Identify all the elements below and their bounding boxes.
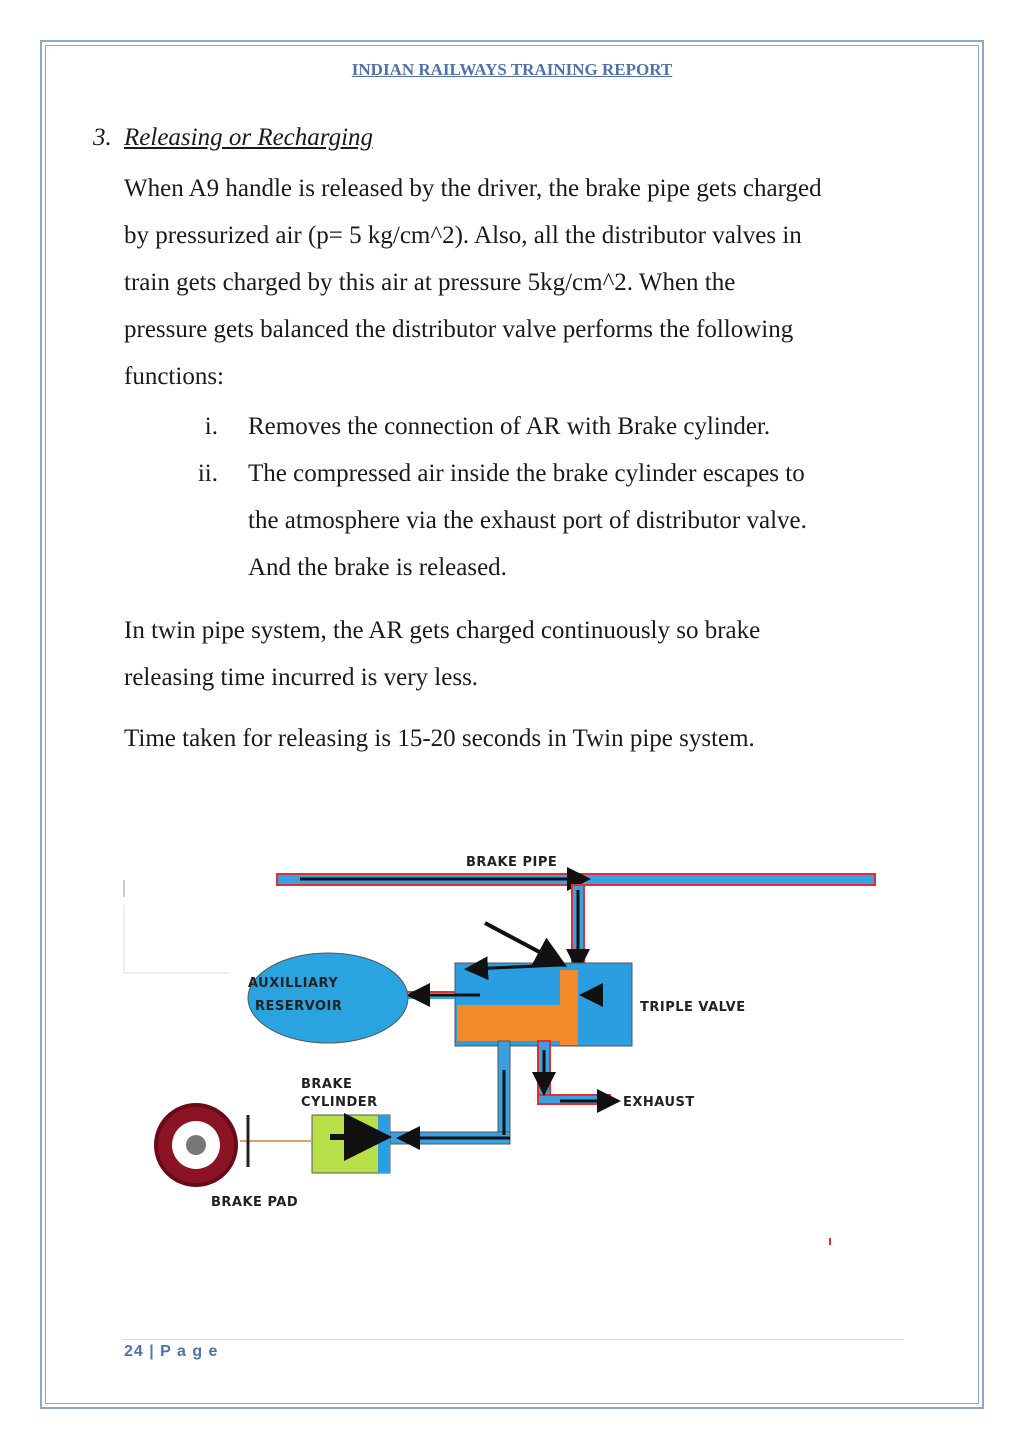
intro-paragraph [124, 165, 904, 400]
diagram-drawing [120, 845, 900, 1245]
release-time-paragraph [124, 715, 904, 762]
section-heading [93, 124, 373, 152]
list-line: Removes the connection of AR with Brake cylinder. [248, 413, 771, 440]
intro-line: by pressurized air (p= 5 kg/cm^2). Also, all the distributor valves in [124, 222, 802, 249]
label-exhaust: EXHAUST [623, 1095, 695, 1110]
page-header [0, 60, 1024, 80]
triple-valve-core [457, 1005, 562, 1041]
section-title: Releasing or Recharging [124, 124, 374, 151]
label-auxiliary: AUXILLIARY [248, 976, 339, 991]
page-number: 24 | P a g e [124, 1343, 219, 1360]
label-brake: BRAKE [301, 1077, 353, 1092]
brake-system-diagram [120, 845, 900, 1245]
wheel-hub [186, 1135, 206, 1155]
label-brake-pipe: BRAKE PIPE [466, 855, 558, 870]
label-triple-valve: TRIPLE VALVE [640, 1000, 746, 1015]
header-title: INDIAN RAILWAYS TRAINING REPORT [351, 60, 673, 79]
incoming-arrow [485, 923, 560, 963]
para-line: releasing time incurred is very less. [124, 664, 479, 691]
para-line: Time taken for releasing is 15-20 seconds in Twin pipe system. [124, 725, 755, 752]
label-brake-pad: BRAKE PAD [211, 1195, 299, 1210]
twin-pipe-paragraph [124, 607, 904, 701]
brake-cylinder-end [378, 1115, 390, 1173]
triple-valve-core [560, 970, 578, 1045]
list-line: The compressed air inside the brake cylinder escapes to [248, 460, 805, 487]
intro-line: When A9 handle is released by the driver, the brake pipe gets charged [124, 175, 822, 202]
footer-divider [122, 1339, 904, 1340]
list-line: And the brake is released. [248, 554, 507, 581]
list-item [170, 403, 890, 450]
auxiliary-reservoir [248, 953, 408, 1043]
list-item [170, 450, 890, 591]
section-number: 3. [93, 124, 112, 151]
intro-line: functions: [124, 363, 224, 390]
label-cylinder: CYLINDER [301, 1095, 378, 1110]
list-marker: i. [204, 413, 218, 440]
label-reservoir: RESERVOIR [255, 999, 343, 1014]
list-marker: ii. [197, 460, 218, 487]
intro-line: pressure gets balanced the distributor valve performs the following [124, 316, 794, 343]
para-line: In twin pipe system, the AR gets charged continuously so brake [124, 617, 761, 644]
list-line: the atmosphere via the exhaust port of distributor valve. [248, 507, 807, 534]
intro-line: train gets charged by this air at pressure 5kg/cm^2. When the [124, 269, 736, 296]
